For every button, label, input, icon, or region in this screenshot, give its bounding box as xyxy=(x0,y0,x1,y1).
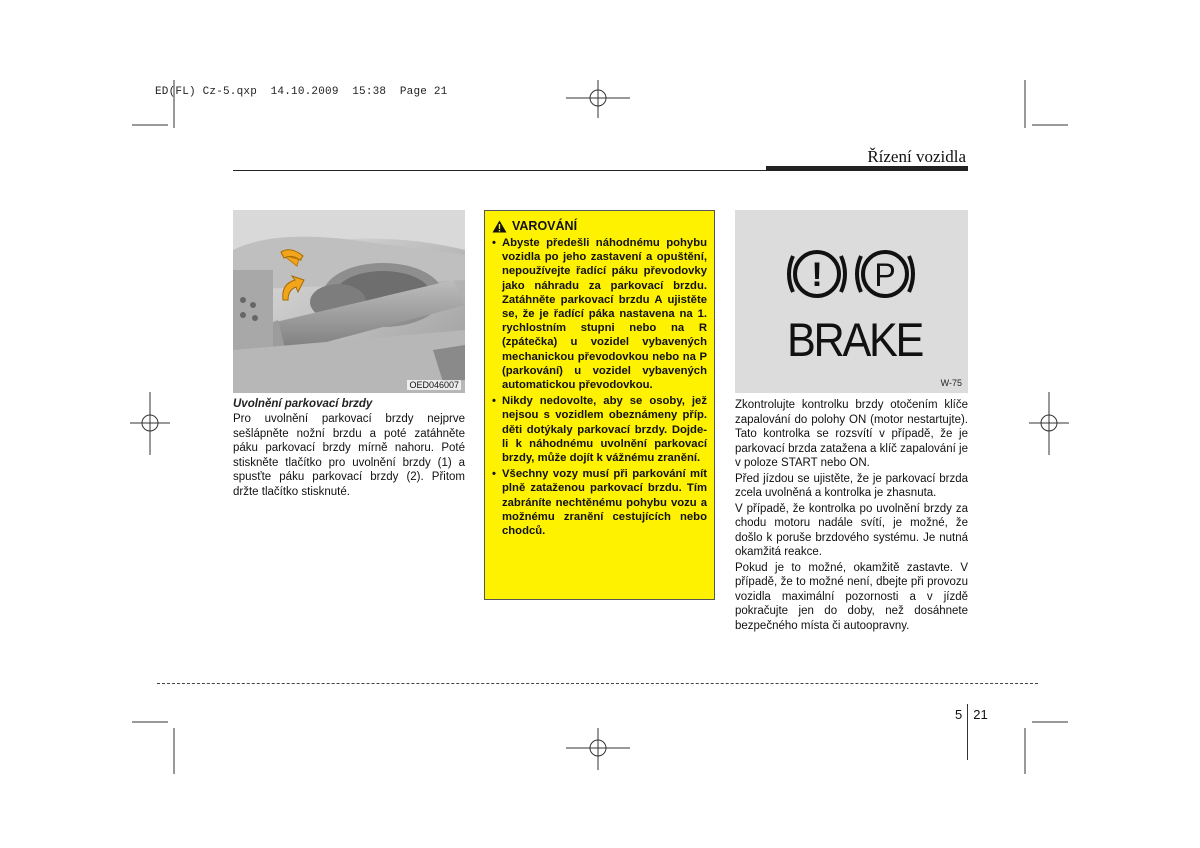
handbrake-illustration xyxy=(233,210,465,393)
warning-list xyxy=(492,236,707,538)
page-number xyxy=(955,686,988,742)
warning-item: • Všechny vozy musí při parkování mít plně zataženou parkovací brzdu. Tím zabráníte nechtěnému pohybu vozu a možnému zranění cestujících nebo chodců. xyxy=(492,467,707,538)
lamp-code: W-75 xyxy=(940,378,962,388)
exclamation-glyph: ! xyxy=(811,256,823,294)
warning-item: • Abyste předešli náhodnému pohybu vozidla po jeho zastavení a opuštění, nepoužívejte řadící páku převodovky jako náhradu za parkovací brzdu. Zatáhněte parkovací brzdu A ujistěte se, že je řadící páka nastavena na 1. rychlostním stupni nebo na R (zpátečka) u vozidel vybavených mechanickou převodovkou nebo na P (parkování) u vozidel vybavených automatickou převodovkou. xyxy=(492,236,707,392)
body-paragraph: Zkontrolujte kontrolku brzdy otočením klíče zapalování do polohy ON (motor nestartujte). Tato kontrolka se rozsvítí v případě, že je parkovací brzda zatažena a klíč zapalování je v poloze START nebo ON. xyxy=(735,399,968,469)
handbrake-photo xyxy=(233,210,465,393)
photo-code: OED046007 xyxy=(409,380,459,390)
caption-body xyxy=(233,412,465,499)
body-paragraph: Pokud je to možné, okamžitě zastavte. V případě, že to možné není, dbejte při provozu vozidla maximální pozornosti a v jízdě pokračujte jen do doby, než dosáhnete bezpečného místa či autoopravny. xyxy=(735,561,968,632)
chapter-number: 5 xyxy=(955,706,963,722)
page-number-divider xyxy=(967,704,968,760)
warning-triangle-icon xyxy=(492,220,507,233)
body-paragraph: Před jízdou se ujistěte, že je parkovací brzda zcela uvolněná a kontrolka je zhasnuta. xyxy=(735,472,968,499)
warning-box xyxy=(484,210,715,600)
page-number-value: 21 xyxy=(973,706,988,722)
caption-heading: Uvolnění parkovací brzdy xyxy=(233,398,373,410)
brake-lamp-figure xyxy=(735,210,968,393)
print-slug: ED(FL) Cz-5.qxp 14.10.2009 15:38 Page 21 xyxy=(155,86,448,98)
warning-item: • Nikdy nedovolte, aby se osoby, jež nejsou s vozidlem obeznámeny příp. děti dotýkaly parkovací brzdy. Dojde-li k náhodnému uvolnění parkovací brzdy, může dojít k vážnému zranění. xyxy=(492,394,707,465)
p-glyph: P xyxy=(874,257,896,293)
brake-label: BRAKE xyxy=(787,313,923,366)
warning-title: VAROVÁNÍ xyxy=(512,219,578,233)
warning-header xyxy=(492,219,707,233)
caption-paragraph: Pro uvolnění parkovací brzdy nejprve sešlápněte nožní brzdu a poté zatáhněte páku parkovací brzdy mírně nahoru. Poté stiskněte tlačítko pro uvolnění brzdy (1) a spusťte páku parkovací brzdy (2). Přitom držte tlačítko stisknuté. xyxy=(233,413,465,498)
footer-dashed-rule xyxy=(157,683,1038,684)
body-paragraph: V případě, že kontrolka po uvolnění brzdy za chodu motoru nadále svítí, je možné, že došlo k poruše brzdového systému. Je nutná okamžitá reakce. xyxy=(735,502,968,558)
section-title: Řízení vozidla xyxy=(867,147,966,166)
lamp-description xyxy=(735,398,968,634)
title-rule-accent xyxy=(766,166,968,171)
